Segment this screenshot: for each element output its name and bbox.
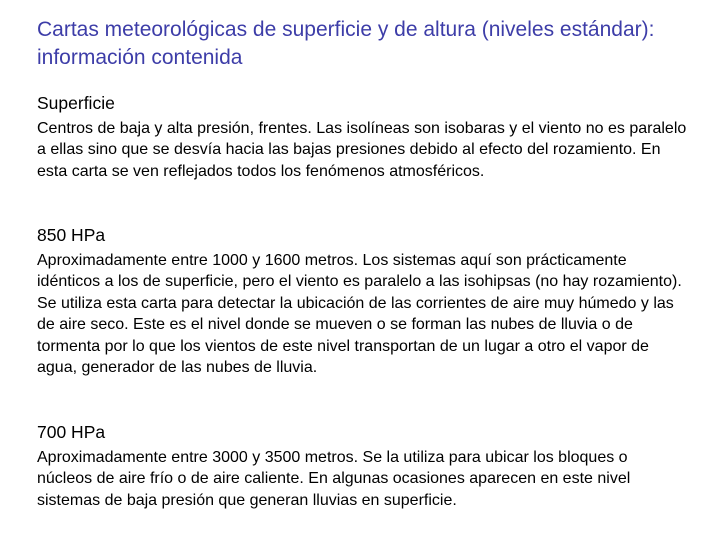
section-heading-850-hpa: 850 HPa (37, 225, 106, 245)
section-text-700-hpa: Aproximadamente entre 3000 y 3500 metros. Se la utiliza para ubicar los bloques o núcleos de aire frío o de aire caliente. En algunas ocasiones aparecen en este nivel sistemas de baja presión que generan lluvias en superficie. (37, 449, 631, 509)
section-heading-700-hpa: 700 HPa (37, 422, 106, 442)
section-700-hpa (37, 421, 687, 511)
section-superficie (37, 92, 687, 182)
page-title: Cartas meteorológicas de superficie y de altura (niveles estándar): información contenida (37, 18, 655, 69)
section-text-superficie: Centros de baja y alta presión, frentes. Las isolíneas son isobaras y el viento no es paralelo a ellas sino que se desvía hacia las bajas presiones debido al efecto del rozamiento. En esta carta se ven reflejados todos los fenómenos atmosféricos. (37, 120, 687, 180)
section-heading-superficie: Superficie (37, 93, 115, 113)
section-850-hpa (37, 224, 687, 378)
section-text-850-hpa: Aproximadamente entre 1000 y 1600 metros. Los sistemas aquí son prácticamente idénticos a los de superficie, pero el viento es paralelo a las isohipsas (no hay rozamiento). Se utiliza esta carta para detectar la ubicación de las corrientes de aire muy húmedo y las de aire seco. Este es el nivel donde se mueven o se forman las nubes de lluvia o de tormenta por lo que los vientos de este nivel transportan de un lugar a otro el vapor de agua, generador de las nubes de lluvia. (37, 252, 682, 377)
